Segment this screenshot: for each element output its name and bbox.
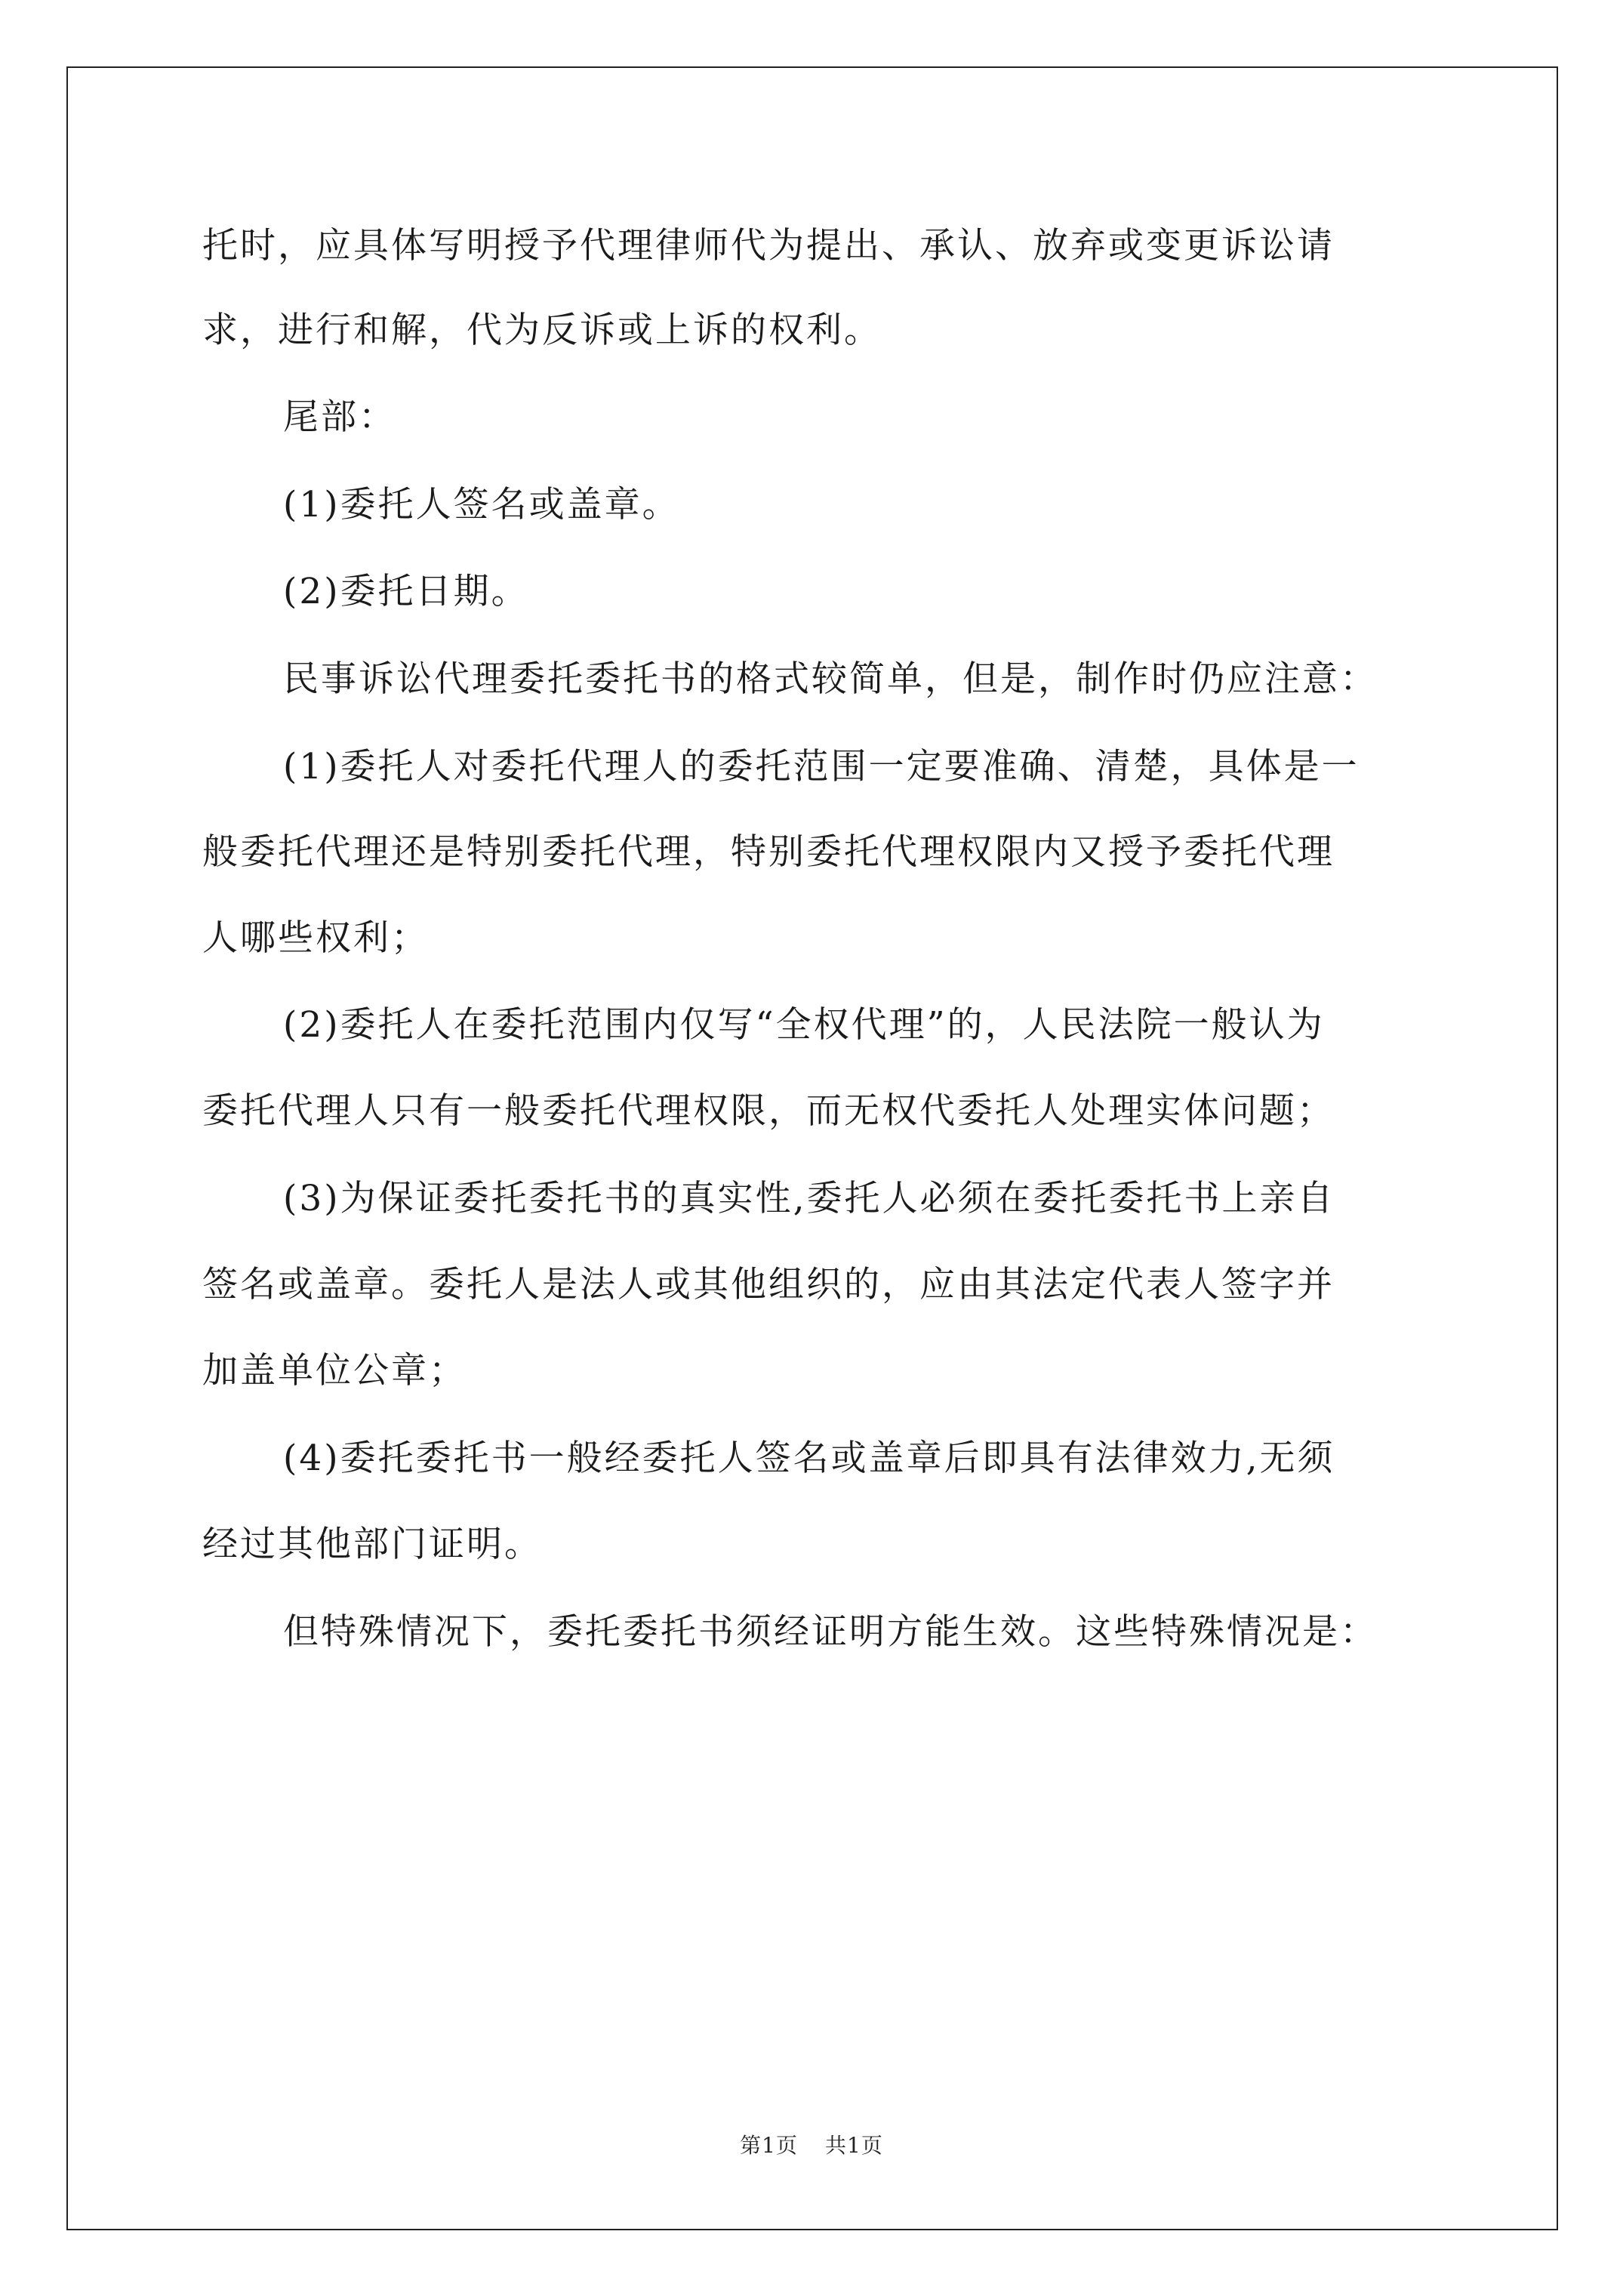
list-item: (2)委托日期。 bbox=[283, 571, 529, 612]
page-number: 第1页 bbox=[740, 2133, 798, 2158]
text-line: 人哪些权利； bbox=[202, 917, 429, 959]
list-item: (4)委托委托书一般经委托人签名或盖章后即具有法律效力,无须 bbox=[283, 1438, 1335, 1479]
text-line: 加盖单位公章； bbox=[202, 1350, 467, 1391]
text-line: 般委托代理还是特别委托代理，特别委托代理权限内又授予委托代理 bbox=[202, 831, 1335, 873]
text-line: 托时，应具体写明授予代理律师代为提出、承认、放弃或变更诉讼请 bbox=[202, 225, 1335, 267]
page-footer bbox=[0, 2129, 1623, 2159]
text-line: 经过其他部门证明。 bbox=[202, 1524, 542, 1565]
paragraph-start: 民事诉讼代理委托委托书的格式较简单，但是，制作时仍应注意： bbox=[283, 658, 1378, 700]
section-heading: 尾部： bbox=[283, 396, 396, 438]
text-line: 求，进行和解，代为反诉或上诉的权利。 bbox=[202, 310, 882, 351]
page-total: 共1页 bbox=[825, 2133, 883, 2158]
text-line: 签名或盖章。委托人是法人或其他组织的，应由其法定代表人签字并 bbox=[202, 1264, 1335, 1305]
text-line: 委托代理人只有一般委托代理权限，而无权代委托人处理实体问题； bbox=[202, 1090, 1335, 1132]
list-item: (1)委托人对委托代理人的委托范围一定要准确、清楚，具体是一 bbox=[283, 746, 1360, 787]
paragraph-start: 但特殊情况下，委托委托书须经证明方能生效。这些特殊情况是： bbox=[283, 1611, 1378, 1653]
page-border bbox=[66, 66, 1558, 2230]
list-item: (1)委托人签名或盖章。 bbox=[283, 484, 680, 525]
list-item: (3)为保证委托委托书的真实性,委托人必须在委托委托书上亲自 bbox=[283, 1178, 1335, 1219]
list-item: (2)委托人在委托范围内仅写“全权代理”的，人民法院一般认为 bbox=[283, 1004, 1325, 1046]
